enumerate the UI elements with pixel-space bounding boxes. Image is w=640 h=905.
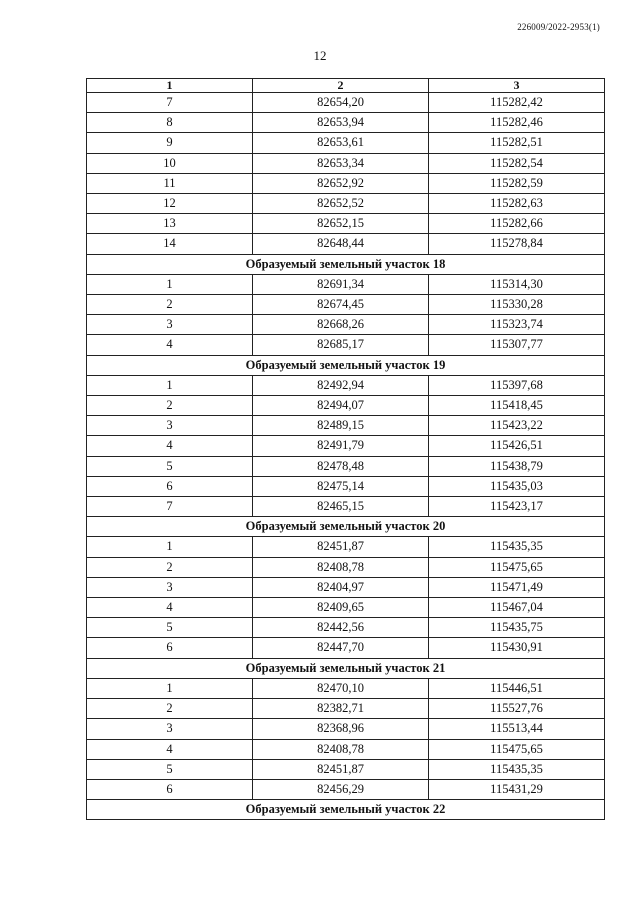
- x-coordinate-cell: 82408,78: [253, 739, 429, 759]
- x-coordinate-cell: 82652,52: [253, 194, 429, 214]
- table-row: [87, 699, 605, 719]
- table-row: [87, 173, 605, 193]
- x-coordinate-cell: 82409,65: [253, 598, 429, 618]
- y-coordinate-cell: 115471,49: [429, 577, 605, 597]
- point-number-cell: 4: [87, 436, 253, 456]
- point-number-cell: 8: [87, 113, 253, 133]
- section-title: Образуемый земельный участок 22: [87, 800, 605, 820]
- section-title: Образуемый земельный участок 21: [87, 658, 605, 678]
- y-coordinate-cell: 115435,35: [429, 537, 605, 557]
- table-body: [87, 93, 605, 820]
- x-coordinate-cell: 82408,78: [253, 557, 429, 577]
- column-header-point-number: 1: [87, 79, 253, 93]
- x-coordinate-cell: 82478,48: [253, 456, 429, 476]
- x-coordinate-cell: 82470,10: [253, 678, 429, 698]
- x-coordinate-cell: 82492,94: [253, 375, 429, 395]
- table-row: [87, 274, 605, 294]
- x-coordinate-cell: 82653,94: [253, 113, 429, 133]
- y-coordinate-cell: 115426,51: [429, 436, 605, 456]
- y-coordinate-cell: 115513,44: [429, 719, 605, 739]
- x-coordinate-cell: 82404,97: [253, 577, 429, 597]
- table-row: [87, 739, 605, 759]
- table-row: [87, 315, 605, 335]
- point-number-cell: 4: [87, 335, 253, 355]
- table-row: [87, 194, 605, 214]
- table-row: [87, 335, 605, 355]
- y-coordinate-cell: 115423,17: [429, 497, 605, 517]
- table-row: [87, 113, 605, 133]
- point-number-cell: 6: [87, 779, 253, 799]
- x-coordinate-cell: 82494,07: [253, 396, 429, 416]
- x-coordinate-cell: 82652,92: [253, 173, 429, 193]
- column-header-x: 2: [253, 79, 429, 93]
- y-coordinate-cell: 115330,28: [429, 295, 605, 315]
- y-coordinate-cell: 115435,35: [429, 759, 605, 779]
- y-coordinate-cell: 115527,76: [429, 699, 605, 719]
- x-coordinate-cell: 82465,15: [253, 497, 429, 517]
- point-number-cell: 5: [87, 456, 253, 476]
- point-number-cell: 2: [87, 699, 253, 719]
- point-number-cell: 3: [87, 719, 253, 739]
- column-header-y: 3: [429, 79, 605, 93]
- y-coordinate-cell: 115418,45: [429, 396, 605, 416]
- point-number-cell: 2: [87, 557, 253, 577]
- table-row: [87, 618, 605, 638]
- x-coordinate-cell: 82648,44: [253, 234, 429, 254]
- document-registration-number: 226009/2022-2953(1): [517, 22, 600, 32]
- y-coordinate-cell: 115282,51: [429, 133, 605, 153]
- x-coordinate-cell: 82668,26: [253, 315, 429, 335]
- point-number-cell: 7: [87, 497, 253, 517]
- x-coordinate-cell: 82685,17: [253, 335, 429, 355]
- table-row: [87, 396, 605, 416]
- coordinates-table: [86, 78, 605, 820]
- x-coordinate-cell: 82382,71: [253, 699, 429, 719]
- point-number-cell: 3: [87, 416, 253, 436]
- y-coordinate-cell: 115435,03: [429, 476, 605, 496]
- section-header-row: [87, 254, 605, 274]
- y-coordinate-cell: 115435,75: [429, 618, 605, 638]
- point-number-cell: 4: [87, 598, 253, 618]
- page-number: 12: [313, 48, 327, 63]
- point-number-cell: 6: [87, 476, 253, 496]
- x-coordinate-cell: 82653,61: [253, 133, 429, 153]
- point-number-cell: 4: [87, 739, 253, 759]
- table-row: [87, 598, 605, 618]
- y-coordinate-cell: 115475,65: [429, 739, 605, 759]
- table-row: [87, 436, 605, 456]
- point-number-cell: 11: [87, 173, 253, 193]
- point-number-cell: 13: [87, 214, 253, 234]
- y-coordinate-cell: 115397,68: [429, 375, 605, 395]
- y-coordinate-cell: 115282,66: [429, 214, 605, 234]
- x-coordinate-cell: 82491,79: [253, 436, 429, 456]
- table-row: [87, 577, 605, 597]
- point-number-cell: 2: [87, 295, 253, 315]
- point-number-cell: 2: [87, 396, 253, 416]
- table-row: [87, 153, 605, 173]
- section-title: Образуемый земельный участок 18: [87, 254, 605, 274]
- section-header-row: [87, 800, 605, 820]
- table-row: [87, 719, 605, 739]
- point-number-cell: 7: [87, 93, 253, 113]
- section-header-row: [87, 355, 605, 375]
- table-row: [87, 759, 605, 779]
- point-number-cell: 5: [87, 618, 253, 638]
- y-coordinate-cell: 115282,42: [429, 93, 605, 113]
- y-coordinate-cell: 115446,51: [429, 678, 605, 698]
- x-coordinate-cell: 82489,15: [253, 416, 429, 436]
- point-number-cell: 10: [87, 153, 253, 173]
- y-coordinate-cell: 115323,74: [429, 315, 605, 335]
- x-coordinate-cell: 82456,29: [253, 779, 429, 799]
- x-coordinate-cell: 82451,87: [253, 759, 429, 779]
- table-row: [87, 638, 605, 658]
- x-coordinate-cell: 82691,34: [253, 274, 429, 294]
- x-coordinate-cell: 82368,96: [253, 719, 429, 739]
- point-number-cell: 3: [87, 577, 253, 597]
- x-coordinate-cell: 82447,70: [253, 638, 429, 658]
- y-coordinate-cell: 115314,30: [429, 274, 605, 294]
- section-title: Образуемый земельный участок 20: [87, 517, 605, 537]
- x-coordinate-cell: 82475,14: [253, 476, 429, 496]
- table-row: [87, 214, 605, 234]
- point-number-cell: 12: [87, 194, 253, 214]
- table-row: [87, 779, 605, 799]
- table-row: [87, 416, 605, 436]
- y-coordinate-cell: 115282,59: [429, 173, 605, 193]
- x-coordinate-cell: 82653,34: [253, 153, 429, 173]
- section-header-row: [87, 517, 605, 537]
- table-row: [87, 93, 605, 113]
- y-coordinate-cell: 115278,84: [429, 234, 605, 254]
- y-coordinate-cell: 115438,79: [429, 456, 605, 476]
- x-coordinate-cell: 82654,20: [253, 93, 429, 113]
- point-number-cell: 1: [87, 537, 253, 557]
- table-row: [87, 476, 605, 496]
- y-coordinate-cell: 115431,29: [429, 779, 605, 799]
- x-coordinate-cell: 82451,87: [253, 537, 429, 557]
- y-coordinate-cell: 115467,04: [429, 598, 605, 618]
- table-row: [87, 456, 605, 476]
- y-coordinate-cell: 115282,46: [429, 113, 605, 133]
- point-number-cell: 1: [87, 274, 253, 294]
- point-number-cell: 1: [87, 375, 253, 395]
- table-row: [87, 678, 605, 698]
- x-coordinate-cell: 82652,15: [253, 214, 429, 234]
- table-row: [87, 295, 605, 315]
- table-row: [87, 497, 605, 517]
- y-coordinate-cell: 115423,22: [429, 416, 605, 436]
- y-coordinate-cell: 115475,65: [429, 557, 605, 577]
- point-number-cell: 9: [87, 133, 253, 153]
- table-row: [87, 537, 605, 557]
- x-coordinate-cell: 82674,45: [253, 295, 429, 315]
- y-coordinate-cell: 115307,77: [429, 335, 605, 355]
- y-coordinate-cell: 115430,91: [429, 638, 605, 658]
- table-row: [87, 234, 605, 254]
- point-number-cell: 5: [87, 759, 253, 779]
- section-title: Образуемый земельный участок 19: [87, 355, 605, 375]
- x-coordinate-cell: 82442,56: [253, 618, 429, 638]
- point-number-cell: 3: [87, 315, 253, 335]
- point-number-cell: 14: [87, 234, 253, 254]
- y-coordinate-cell: 115282,54: [429, 153, 605, 173]
- table-row: [87, 557, 605, 577]
- section-header-row: [87, 658, 605, 678]
- table-header-row: [87, 79, 605, 93]
- table-row: [87, 133, 605, 153]
- point-number-cell: 1: [87, 678, 253, 698]
- point-number-cell: 6: [87, 638, 253, 658]
- table-row: [87, 375, 605, 395]
- y-coordinate-cell: 115282,63: [429, 194, 605, 214]
